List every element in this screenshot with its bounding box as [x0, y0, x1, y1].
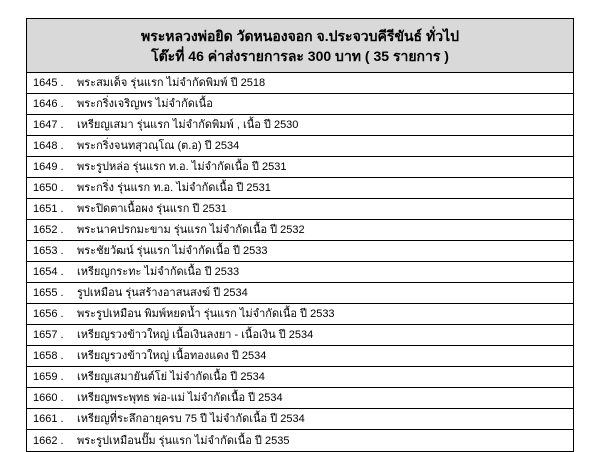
- table-row: [27, 283, 573, 304]
- item-number: 1650 .: [33, 182, 64, 194]
- table-row: [27, 115, 573, 136]
- table-row: [27, 94, 573, 115]
- item-number: 1647 .: [33, 119, 64, 131]
- list-subtitle: โต๊ะที่ 46 ค่าส่งรายการละ 300 บาท ( 35 รายการ ): [151, 47, 449, 64]
- table-row: [27, 157, 573, 178]
- item-number: 1661 .: [33, 413, 64, 425]
- table-row: [27, 73, 573, 94]
- table-header: [27, 19, 573, 73]
- item-description: เหรียญที่ระลึกอายุครบ 75 ปี ไม่จำกัดเนื้อ ปี 2534: [77, 413, 305, 425]
- table-row: [27, 388, 573, 409]
- item-description: พระนาคปรกมะขาม รุ่นแรก ไม่จำกัดเนื้อ ปี 2532: [77, 224, 305, 236]
- table-row: [27, 325, 573, 346]
- table-row: [27, 367, 573, 388]
- item-number: 1659 .: [33, 371, 64, 383]
- item-number: 1651 .: [33, 203, 64, 215]
- table-row: [27, 241, 573, 262]
- item-description: เหรียญกระทะ ไม่จำกัดเนื้อ ปี 2533: [77, 266, 240, 278]
- item-number: 1653 .: [33, 245, 64, 257]
- item-number: 1652 .: [33, 224, 64, 236]
- item-description: พระรูปเหมือนปั๊ม รุ่นแรก ไม่จำกัดเนื้อ ปี 2535: [77, 434, 290, 447]
- table-row: [27, 136, 573, 157]
- item-number: 1662 .: [33, 434, 64, 447]
- item-description: พระกริ่ง รุ่นแรก ท.อ. ไม่จำกัดเนื้อ ปี 2531: [77, 182, 271, 194]
- item-description: เหรียญรวงข้าวใหญ่ เนื้อทองแดง ปี 2534: [77, 350, 267, 362]
- table-row: [27, 262, 573, 283]
- item-description: เหรียญเสมา รุ่นแรก ไม่จำกัดพิมพ์ , เนื้อ ปี 2530: [77, 119, 299, 131]
- auction-list-table: [26, 18, 574, 452]
- item-description: พระชัยวัฒน์ รุ่นแรก ไม่จำกัดเนื้อ ปี 2533: [77, 245, 268, 257]
- item-description: พระกริ่งจนทสุวณฺโณ (ต.อ) ปี 2534: [77, 140, 240, 152]
- item-description: พระรูปเหมือน พิมพ์หยดน้ำ รุ่นแรก ไม่จำกัดเนื้อ ปี 2533: [77, 308, 335, 320]
- item-number: 1656 .: [33, 308, 64, 320]
- item-description: พระกริ่งเจริญพร ไม่จำกัดเนื้อ: [77, 98, 213, 110]
- item-description: พระรูปหล่อ รุ่นแรก ท.อ. ไม่จำกัดเนื้อ ปี 2531: [77, 161, 287, 173]
- item-number: 1645 .: [33, 77, 64, 89]
- table-row: [27, 199, 573, 220]
- item-description: รูปเหมือน รุ่นสร้างอาสนสงฆ์ ปี 2534: [77, 287, 248, 299]
- item-number: 1660 .: [33, 392, 64, 404]
- table-row: [27, 346, 573, 367]
- item-number: 1648 .: [33, 140, 64, 152]
- item-number: 1654 .: [33, 266, 64, 278]
- item-number: 1646 .: [33, 98, 64, 110]
- item-description: เหรียญพระพุทธ พ่อ-แม่ ไม่จำกัดเนื้อ ปี 2534: [77, 392, 283, 404]
- list-title: พระหลวงพ่อยิด วัดหนองจอก จ.ประจวบคีรีขันธ์ ทั่วไป: [140, 27, 459, 44]
- table-row: [27, 430, 573, 451]
- item-description: พระปิดตาเนื้อผง รุ่นแรก ปี 2531: [77, 203, 227, 215]
- item-number: 1655 .: [33, 287, 64, 299]
- item-number: 1649 .: [33, 161, 64, 173]
- item-number: 1658 .: [33, 350, 64, 362]
- item-number: 1657 .: [33, 329, 64, 341]
- table-row: [27, 178, 573, 199]
- table-row: [27, 409, 573, 430]
- item-description: พระสมเด็จ รุ่นแรก ไม่จำกัดพิมพ์ ปี 2518: [77, 77, 266, 89]
- table-row: [27, 304, 573, 325]
- item-description: เหรียญเสมายันต์โย่ ไม่จำกัดเนื้อ ปี 2534: [77, 371, 265, 383]
- item-description: เหรียญรวงข้าวใหญ่ เนื้อเงินลงยา - เนื้อเงิน ปี 2534: [77, 329, 314, 341]
- table-row: [27, 220, 573, 241]
